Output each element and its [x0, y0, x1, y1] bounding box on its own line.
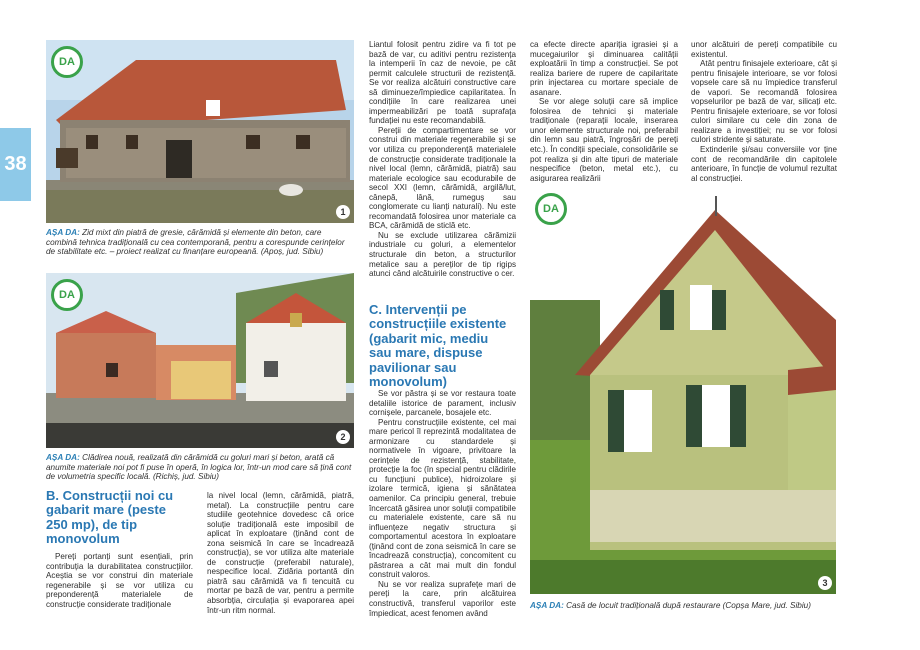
- col3-paragraph-3: Nu se exclude utilizarea cărămizii industriale cu goluri, a elementelor structurale din beton, a structurilor metalice sau a pereților de tip rigips atunci când alcătuirile constructive o cer.: [369, 230, 516, 279]
- photo-1-image: [46, 40, 354, 223]
- page-number: 38: [4, 153, 27, 175]
- col6-paragraph-1: unor alcătuiri de pereți compatibile cu existentul.: [691, 40, 837, 59]
- photo-number-2: 2: [336, 430, 350, 444]
- photo-1: [46, 40, 354, 223]
- caption-2: [46, 453, 354, 482]
- column-6: [691, 40, 837, 183]
- col5-paragraph-2: Se vor alege soluții care să implice folosirea de tehnici și materiale tradiționale (reparații locale, inserarea unor elemente structurale noi, preferabil din lemn sau piatră, îngroșări de pereți etc.). În condiții speciale, consolidările se pot realiza și din alte tipuri de materiale nespecifice (beton, metal etc.), cu asigurarea realizării: [530, 97, 678, 183]
- col5-paragraph-1: ca efecte directe apariția igrasiei și a mucegaiurilor și diminuarea calității exploatării în timp a construcției. Se pot realiza bariere de rupere de capilaritate prin injectarea cu mortare speciale de asanare.: [530, 40, 678, 97]
- da-badge-1: DA: [51, 46, 83, 78]
- photo-2-image: [46, 273, 354, 448]
- section-b-heading: B. Construcții noi cu gabarit mare (peste 250 mp), de tip monovolum: [46, 488, 174, 547]
- caption-3-label: AȘA DA:: [530, 601, 564, 610]
- caption-1-label: AȘA DA:: [46, 228, 80, 237]
- da-badge-3: DA: [535, 193, 567, 225]
- column-5: [530, 40, 678, 183]
- section-c-paragraph-1: Se vor păstra și se vor restaura toate detaliile istorice de parament, inclusiv cornișele, parcanele, bosajele etc.: [369, 389, 516, 418]
- photo-number-1: 1: [336, 205, 350, 219]
- col3-paragraph-2: Pereții de compartimentare se vor construi din materiale regenerabile și se vor utiliza cu preponderență materialele de construcție considerate tradiționale la nivel local (lemn, cărămidă, piatră) sau materiale ecologice sau ecodurabile de secol XXI (lemn, cărămidă, argilă/lut, cânepă, lână, rumeguș sau conglomerate cu lianți naturali). Nu este recomandată folosirea unor materiale ca BCA, cărămidă de sticlă etc.: [369, 125, 516, 231]
- column-3: [369, 40, 516, 279]
- photo-2: [46, 273, 354, 448]
- section-b-col1-text: Pereți portanți sunt esențiali, prin contribuția la durabilitatea construcțiilor. Aceștia se vor construi din materiale regenerabile și se vor utiliza cu preponderență materialele de construcție considerate tradiționale: [46, 552, 193, 609]
- section-c-paragraph-3: Nu se vor realiza suprafețe mari de pereți la care, prin alcătuirea constructivă, transferul vaporilor este împiedicat, acest fenomen având: [369, 579, 516, 618]
- caption-1-text: Zid mixt din piatră de gresie, cărămidă și elemente din beton, care combină tehnica tradițională cu cea contemporană, pentru a corespunde cerințelor de stabilitate etc. – proiect realizat cu finanțare europeană. (Apoș, jud. Sibiu): [46, 228, 345, 257]
- caption-3: [530, 601, 836, 611]
- caption-2-text: Clădirea nouă, realizată din cărămidă cu goluri mari și beton, arată că anumite materiale noi pot fi puse în operă, în logica lor, într-un mod care să țină cont de volumetria specific locală. (Richiș, jud. Sibiu): [46, 453, 352, 482]
- caption-2-label: AȘA DA:: [46, 453, 80, 462]
- page-number-tab: [0, 128, 31, 201]
- section-c-heading: C. Intervenții pe construcțiile existente (gabarit mic, mediu sau mare, dispuse pavilionar sau monovolum): [369, 302, 507, 390]
- photo-3: [530, 190, 836, 594]
- section-b-col2: [207, 491, 354, 615]
- photo-3-image: [530, 190, 836, 594]
- col6-paragraph-2: Atât pentru finisajele exterioare, cât și pentru finisajele interioare, se vor folosi vopsele care să nu împiedice transferul de vapori. Se recomandă folosirea vopselurilor pe bază de var, silicați etc. Pentru finisajele exterioare, se vor folosi culori similare cu cele din zona de realizare a investiției; nu se vor folosi culori stridente și saturate.: [691, 59, 837, 145]
- da-badge-2: DA: [51, 279, 83, 311]
- section-c-body: [369, 389, 516, 618]
- caption-1: [46, 228, 354, 257]
- section-b-col2-text: la nivel local (lemn, cărămidă, piatră, metal). La construcțiile pentru care studiile geotehnice dovedesc că orice soluție tradițională este imposibil de aplicat în exploatare (ținând cont de zona seismică în care se încadrează construcția), se vor utiliza alte materiale de construcție (preferabil naturale), nespecifice local. Zidăria portantă din piatră sau cărămidă va fi tencuită cu mortar pe bază de var, pentru a permite absorbția, circulația și evaporarea apei într-un ritm normal.: [207, 491, 354, 615]
- col3-paragraph-1: Liantul folosit pentru zidire va fi tot pe bază de var, cu aditivi pentru rezistența la intemperii în caz de nevoie, pe cât permit calculele structurii de rezistență. Se vor realiza alcătuiri constructive care să diminueze/împiedice capilaritatea. În condițiile în care realizarea unei impermeabilizări pe toată suprafața fundației nu este recomandabilă.: [369, 40, 516, 126]
- section-c-paragraph-2: Pentru construcțiile existente, cel mai mare pericol îl reprezintă modalitatea de armonizare cu standardele și normativele în vigoare, privitoare la cerințele de rezistență, stabilitate, protecție la foc (în special pentru clădirile cu funcțiuni publice), hidroizolare și izolare termică, igiena și sănătatea oamenilor. Ca principiu general, trebuie încercată găsirea unor soluții compatibile cu materialele existente, care să nu influențeze negativ structura și comportamentul acestora în exploatare (ținând cont de zona seismică în care se încadrează construcția), concomitent cu păstrarea a cât mai mult din fondul construit valoros.: [369, 417, 516, 580]
- caption-3-text: Casă de locuit tradițională după restaurare (Copșa Mare, jud. Sibiu): [563, 601, 811, 610]
- section-b-col1: [46, 552, 193, 609]
- photo-number-3: 3: [818, 576, 832, 590]
- col6-paragraph-3: Extinderile și/sau conversiile vor ține cont de recomandările din capitolele anterioare, în funcție de volumul rezultat al construcției.: [691, 145, 837, 183]
